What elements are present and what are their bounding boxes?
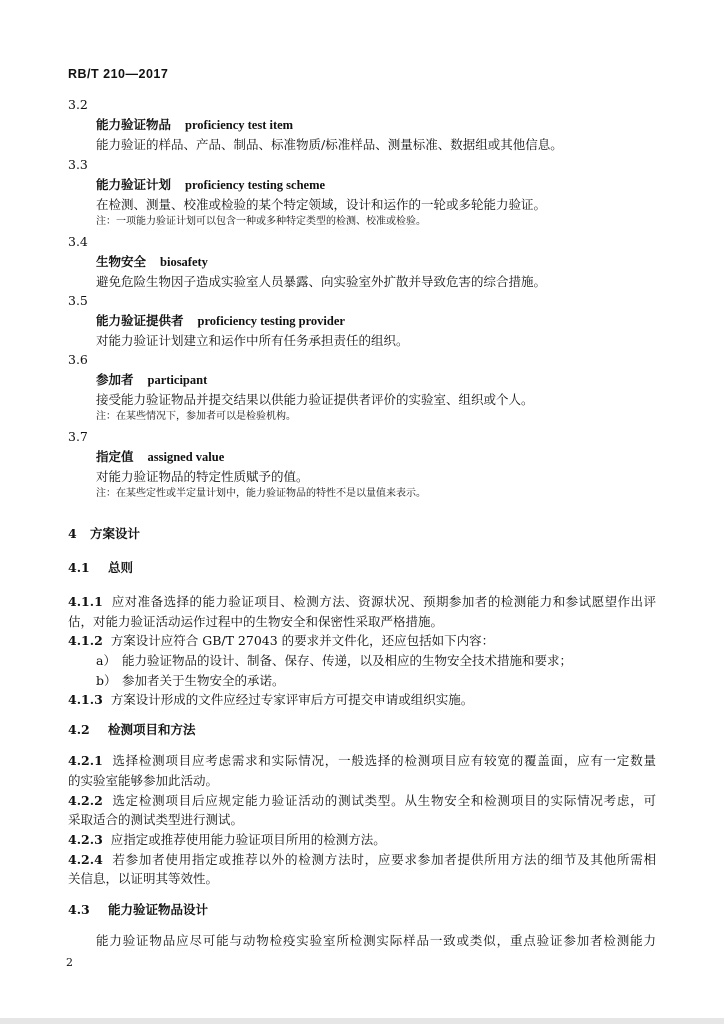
clause-text: 应指定或推荐使用能力验证项目所用的检测方法。 — [110, 832, 386, 847]
paragraph-4-2-1-line-2: 的实验室能够参加此活动。 — [68, 773, 219, 788]
subsection-heading — [68, 902, 208, 918]
term-zh: 指定值 — [96, 449, 134, 464]
term-heading — [96, 372, 207, 388]
clause-text: 应对准备选择的能力验证项目、检测方法、资源状况、预期参加者的检测能力和参试愿望作出评 — [111, 594, 656, 609]
term-number: 3.6 — [68, 352, 88, 367]
paragraph-4-2-1-line-1 — [68, 753, 656, 769]
term-heading — [96, 177, 325, 193]
term-heading — [96, 313, 345, 329]
list-text: 能力验证物品的设计、制备、保存、传递，以及相应的生物安全技术措施和要求； — [121, 653, 572, 668]
section-title: 方案设计 — [90, 526, 141, 541]
subsection-number: 4.1 — [68, 560, 90, 575]
page-number: 2 — [66, 956, 73, 969]
list-label: b） — [96, 673, 117, 688]
term-en: participant — [147, 373, 208, 387]
paragraph-4-3-line-1: 能力验证物品应尽可能与动物检疫实验室所检测实际样品一致或类似，重点验证参加者检测能力 — [96, 933, 656, 948]
paragraph-4-2-2-line-1 — [68, 793, 656, 809]
clause-text: 方案设计应符合 GB/T 27043 的要求并文件化，还应包括如下内容： — [110, 633, 495, 648]
list-text: 参加者关于生物安全的承诺。 — [121, 673, 285, 688]
clause-number: 4.1.1 — [68, 594, 103, 609]
subsection-heading — [68, 722, 196, 738]
clause-text: 选择检测项目应考虑需求和实际情况，一般选择的检测项目应有较宽的覆盖面，应有一定数量 — [112, 753, 656, 768]
term-definition: 能力验证的样品、产品、制品、标准物质/标准样品、测量标准、数据组或其他信息。 — [96, 137, 563, 152]
term-definition: 对能力验证物品的特定性质赋予的值。 — [96, 469, 309, 484]
term-number: 3.7 — [68, 429, 88, 444]
clause-text: 方案设计形成的文件应经过专家评审后方可提交申请或组织实施。 — [110, 692, 474, 707]
term-number: 3.2 — [68, 97, 88, 112]
term-number: 3.5 — [68, 293, 88, 308]
section-heading — [68, 526, 140, 542]
subsection-heading — [68, 560, 133, 576]
standard-number: RB/T 210—2017 — [68, 67, 169, 81]
term-en: proficiency test item — [185, 118, 294, 132]
term-heading — [96, 254, 208, 270]
term-heading — [96, 117, 293, 133]
list-label: a） — [96, 653, 116, 668]
paragraph-4-2-2-line-2: 采取适合的测试类型进行测试。 — [68, 812, 244, 827]
subsection-title: 能力验证物品设计 — [108, 902, 209, 917]
subsection-number: 4.2 — [68, 722, 90, 737]
term-note: 注：在某些情况下，参加者可以是检验机构。 — [96, 411, 296, 422]
term-en: proficiency testing provider — [197, 314, 345, 328]
subsection-number: 4.3 — [68, 902, 90, 917]
list-item — [96, 673, 285, 689]
list-item — [96, 653, 572, 669]
paragraph-4-2-4-line-1 — [68, 852, 656, 868]
clause-text: 选定检测项目后应规定能力验证活动的测试类型。从生物安全和检测项目的实际情况考虑，可 — [112, 793, 656, 808]
clause-text: 若参加者使用指定或推荐以外的检测方法时，应要求参加者提供所用方法的细节及其他所需相 — [112, 852, 656, 867]
paragraph-4-2-3 — [68, 832, 386, 848]
term-note: 注：在某些定性或半定量计划中，能力验证物品的特性不是以量值来表示。 — [96, 488, 426, 499]
term-en: biosafety — [160, 255, 208, 269]
term-zh: 生物安全 — [96, 254, 147, 269]
term-en: proficiency testing scheme — [185, 178, 326, 192]
paragraph-4-1-3 — [68, 692, 473, 708]
clause-number: 4.1.3 — [68, 692, 103, 707]
paragraph-4-1-1-line-2: 估，对能力验证活动运作过程中的生物安全和保密性采取严格措施。 — [68, 614, 444, 629]
term-definition: 接受能力验证物品并提交结果以供能力验证提供者评价的实验室、组织或个人。 — [96, 392, 534, 407]
paragraph-4-1-1-line-1 — [68, 594, 656, 610]
clause-number: 4.2.3 — [68, 832, 103, 847]
term-zh: 参加者 — [96, 372, 134, 387]
term-definition: 避免危险生物因子造成实验室人员暴露、向实验室外扩散并导致危害的综合措施。 — [96, 274, 547, 289]
term-heading — [96, 449, 224, 465]
clause-number: 4.2.2 — [68, 793, 103, 808]
term-zh: 能力验证计划 — [96, 177, 172, 192]
term-note: 注：一项能力验证计划可以包含一种或多种特定类型的检测、校准或检验。 — [96, 216, 426, 227]
term-definition: 在检测、测量、校准或检验的某个特定领域，设计和运作的一轮或多轮能力验证。 — [96, 197, 547, 212]
term-number: 3.3 — [68, 157, 88, 172]
paragraph-4-1-2 — [68, 633, 494, 649]
subsection-title: 检测项目和方法 — [108, 722, 196, 737]
term-en: assigned value — [147, 450, 225, 464]
term-zh: 能力验证提供者 — [96, 313, 184, 328]
clause-number: 4.2.4 — [68, 852, 103, 867]
clause-number: 4.2.1 — [68, 753, 103, 768]
term-zh: 能力验证物品 — [96, 117, 172, 132]
paragraph-4-2-4-line-2: 关信息，以证明其等效性。 — [68, 871, 219, 886]
term-definition: 对能力验证计划建立和运作中所有任务承担责任的组织。 — [96, 333, 409, 348]
section-number: 4 — [68, 526, 77, 541]
clause-number: 4.1.2 — [68, 633, 103, 648]
term-number: 3.4 — [68, 234, 88, 249]
subsection-title: 总则 — [108, 560, 134, 575]
page-edge — [0, 1018, 724, 1024]
